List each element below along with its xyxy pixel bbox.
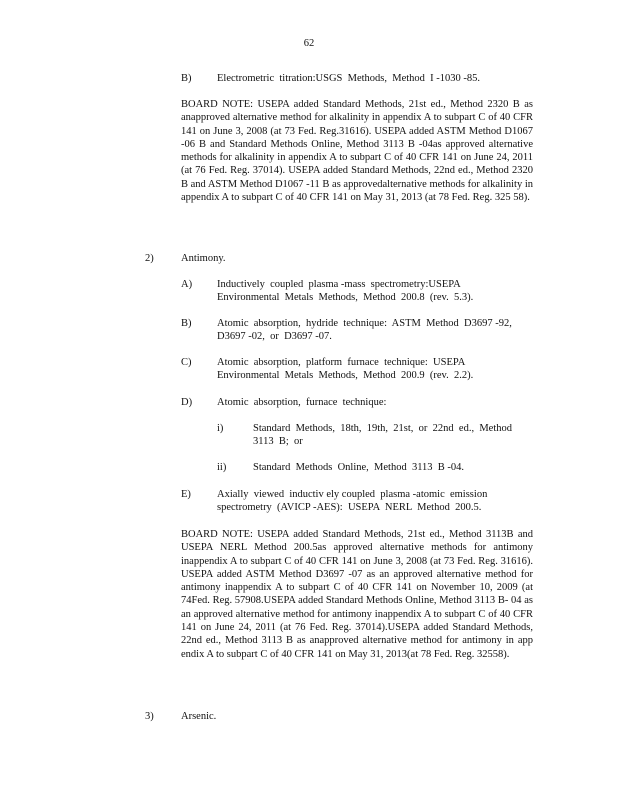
section-3-label: 3) <box>145 711 154 722</box>
antimony-sub-item-i-line-1: Standard Methods, 18th, 19th, 21st, or 22nd ed., Method <box>253 423 512 434</box>
antimony-item-d-line-1: Atomic absorption, furnace technique: <box>217 397 387 408</box>
section-2-title: Antimony. <box>181 253 226 264</box>
antimony-item-b-line-2: D3697 -02, or D3697 -07. <box>217 331 332 342</box>
antimony-sub-item-i-label: i) <box>217 423 224 434</box>
antimony-item-e-line-1: Axially viewed inductiv ely coupled plasma -atomic emission <box>217 489 488 500</box>
section-3-title: Arsenic. <box>181 711 217 722</box>
antimony-item-a-line-1: Inductively coupled plasma -mass spectrometry:USEPA <box>217 279 461 290</box>
antimony-item-c-line-2: Environmental Metals Methods, Method 200.9 (rev. 2.2). <box>217 370 474 381</box>
board-note-alkalinity: BOARD NOTE: USEPA added Standard Methods, 21st ed., Method 2320 B as anapproved alternative method for alkalinity in appendix A to subpart C of 40 CFR 141 on June 3, 2008 (at 73 Fed. Reg.31616). USEPA added ASTM Method D1067 -06 B and Standard Methods Online, Method 3113 B -04as approved alternative methods for alkalinity in appendix A to subpart C of 40 CFR 141 on June 24, 2011 (at 76 Fed. Reg. 37014). USEPA added Standard Methods, 22nd ed., Method 2320 B and ASTM Method D1067 -11 B as approvedalternative methods for alkalinity in appendix A to subpart C of 40 CFR 141 on May 31, 2013 (at 78 Fed. Reg. 325 58). <box>181 99 533 204</box>
antimony-item-d-label: D) <box>181 397 193 408</box>
antimony-sub-item-i-line-2: 3113 B; or <box>253 436 303 447</box>
antimony-item-e-line-2: spectrometry (AVICP -AES): USEPA NERL Method 200.5. <box>217 502 482 513</box>
page-number: 62 <box>303 38 315 49</box>
antimony-item-e-label: E) <box>181 489 191 500</box>
antimony-item-c-line-1: Atomic absorption, platform furnace technique: USEPA <box>217 357 466 368</box>
board-note-antimony: BOARD NOTE: USEPA added Standard Methods, 21st ed., Method 3113B and USEPA NERL Method 200.5as approved alternative methods for antimony inappendix A to subpart C of 40 CFR 141 on June 3, 2008 (at 73 Fed. Reg. 31616). USEPA added ASTM Method D3697 -07 as an approved alternative method for antimony inappendix A to subpart C of 40 CFR 141 on November 10, 2009 (at 74Fed. Reg. 57908.USEPA added Standard Methods Online, Method 3113 B- 04 as an approved alternative method for antimony inappendix A to subpart C of 40 CFR 141 on June 24, 2011 (at 76 Fed. Reg. 37014).USEPA added Standard Methods, 22nd ed., Method 3113 B as anapproved alternative method for antimony in app endix A to subpart C of 40 CFR 141 on May 31, 2013(at 78 Fed. Reg. 32558). <box>181 529 533 660</box>
antimony-item-a-line-2: Environmental Metals Methods, Method 200.8 (rev. 5.3). <box>217 292 474 303</box>
item-b-electrometric-label: B) <box>181 73 192 84</box>
antimony-item-b-label: B) <box>181 318 192 329</box>
item-b-electrometric-text: Electrometric titration:USGS Methods, Method I -1030 -85. <box>217 73 481 84</box>
antimony-item-c-label: C) <box>181 357 192 368</box>
antimony-sub-item-ii-label: ii) <box>217 462 227 473</box>
section-2-label: 2) <box>145 253 154 264</box>
antimony-item-a-label: A) <box>181 279 193 290</box>
antimony-sub-item-ii-line-1: Standard Methods Online, Method 3113 B -04. <box>253 462 465 473</box>
antimony-item-b-line-1: Atomic absorption, hydride technique: ASTM Method D3697 -92, <box>217 318 512 329</box>
